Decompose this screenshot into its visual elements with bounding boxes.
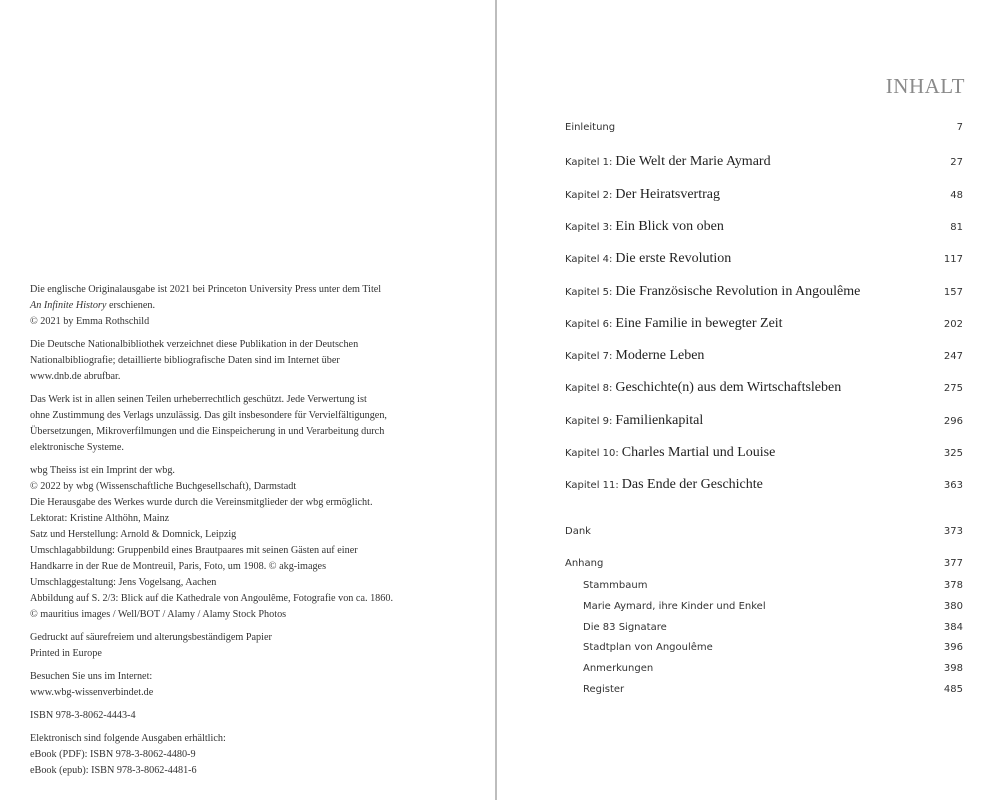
chapter-title: Ein Blick von oben [615,219,724,234]
page-number: 377 [943,558,963,569]
imprint-line [30,298,440,314]
page-number: 380 [943,601,963,612]
imprint-paragraph [30,282,440,330]
imprint-line: eBook (epub): ISBN 978-3-8062-4481-6 [30,765,197,776]
toc-heading: INHALT [885,74,965,98]
imprint-line: Die Herausgabe des Werkes wurde durch die Vereinsmitglieder der wbg ermöglicht. [30,497,373,508]
original-title-suffix: erschienen. [106,300,156,311]
imprint-paragraph [30,392,440,456]
chapter-number: Kapitel 5: [565,287,613,298]
toc-chapter-entry [565,251,963,269]
entry-label: Anhang [565,558,604,569]
imprint-line: Besuchen Sie uns im Internet: [30,671,153,682]
entry-label: Die 83 Signatare [583,622,667,633]
page-number: 27 [950,157,963,168]
entry-label: Anmerkungen [583,663,654,674]
chapter-title: Die Französische Revolution in Angoulême [615,284,861,299]
entry-label: Register [583,684,625,695]
imprint-line: Das Werk ist in allen seinen Teilen urheberrechtlich geschützt. Jede Verwertung ist [30,394,367,405]
imprint-paragraph [30,708,440,724]
toc-chapter-entry [565,380,963,398]
chapter-title: Geschichte(n) aus dem Wirtschaftsleben [615,380,842,395]
toc-chapter-entry [565,284,963,302]
chapter-title: Eine Familie in bewegter Zeit [615,316,783,331]
imprint-line: Elektronisch sind folgende Ausgaben erhältlich: [30,733,226,744]
toc-chapter-entry [565,348,963,366]
imprint-line: Abbildung auf S. 2/3: Blick auf die Kathedrale von Angoulême, Fotografie von ca. 1860. [30,593,393,604]
imprint-block [30,282,440,786]
page-number: 373 [943,526,963,537]
entry-label: Stammbaum [583,580,648,591]
original-title: An Infinite History [30,300,107,311]
chapter-title: Moderne Leben [615,348,705,363]
imprint-line: © 2021 by Emma Rothschild [30,316,150,327]
imprint-paragraph [30,731,440,779]
chapter-number: Kapitel 8: [565,383,613,394]
imprint-paragraph [30,630,440,662]
chapter-number: Kapitel 1: [565,157,613,168]
imprint-line: Handkarre in der Rue de Montreuil, Paris, Foto, um 1908. © akg-images [30,561,327,572]
toc-chapter-entry [565,187,963,205]
imprint-line: Die Deutsche Nationalbibliothek verzeichnet diese Publikation in der Deutschen [30,339,359,350]
chapter-title: Die erste Revolution [615,251,732,266]
page-number: 325 [943,448,963,459]
toc-subentry [583,642,963,660]
toc-chapter-entry [565,445,963,463]
imprint-paragraph [30,463,440,623]
toc-subentry [583,684,963,702]
imprint-line: Nationalbibliografie; detaillierte bibliografische Daten sind im Internet über [30,355,340,366]
toc-chapter-entry [565,154,963,172]
page-number: 48 [950,190,963,201]
page-number: 117 [943,254,963,265]
imprint-paragraph [30,337,440,385]
page-number: 247 [943,351,963,362]
toc-subentry [583,622,963,640]
imprint-paragraph [30,669,440,701]
toc-chapter-entry [565,316,963,334]
toc-chapter-entry [565,219,963,237]
page-number: 275 [943,383,963,394]
imprint-line: Die englische Originalausgabe ist 2021 bei Princeton University Press unter dem Titel [30,284,382,295]
imprint-line: Printed in Europe [30,648,102,659]
chapter-number: Kapitel 4: [565,254,613,265]
entry-label: Stadtplan von Angoulême [583,642,713,653]
entry-label: Einleitung [565,122,616,133]
imprint-line: © mauritius images / Well/BOT / Alamy / Alamy Stock Photos [30,609,287,620]
toc-entry [565,122,963,140]
imprint-line: © 2022 by wbg (Wissenschaftliche Buchgesellschaft), Darmstadt [30,481,297,492]
imprint-line: ohne Zustimmung des Verlags unzulässig. Das gilt insbesondere für Vervielfältigungen, [30,410,387,421]
page-number: 157 [943,287,963,298]
chapter-title: Die Welt der Marie Aymard [615,154,771,169]
chapter-number: Kapitel 9: [565,416,613,427]
chapter-number: Kapitel 3: [565,222,613,233]
page-number: 485 [943,684,963,695]
chapter-number: Kapitel 11: [565,480,619,491]
imprint-line: www.dnb.de abrufbar. [30,371,121,382]
chapter-number: Kapitel 7: [565,351,613,362]
imprint-line: eBook (PDF): ISBN 978-3-8062-4480-9 [30,749,196,760]
imprint-line: Übersetzungen, Mikroverfilmungen und die Einspeicherung in und Verarbeitung durch [30,426,385,437]
entry-label: Dank [565,526,591,537]
imprint-line: Lektorat: Kristine Althöhn, Mainz [30,513,170,524]
page-number: 396 [943,642,963,653]
imprint-line: Satz und Herstellung: Arnold & Domnick, Leipzig [30,529,237,540]
chapter-title: Der Heiratsvertrag [615,187,720,202]
page-number: 7 [956,122,963,133]
page-number: 363 [943,480,963,491]
page-number: 296 [943,416,963,427]
imprint-line: www.wbg-wissenverbindet.de [30,687,154,698]
imprint-line: wbg Theiss ist ein Imprint der wbg. [30,465,175,476]
page-number: 398 [943,663,963,674]
left-page [0,0,495,800]
chapter-number: Kapitel 2: [565,190,613,201]
imprint-line: elektronische Systeme. [30,442,124,453]
chapter-title: Familienkapital [615,413,704,428]
imprint-line: Gedruckt auf säurefreiem und alterungsbeständigem Papier [30,632,272,643]
toc-entry [565,526,963,544]
chapter-title: Charles Martial und Louise [621,445,776,460]
imprint-line: Umschlaggestaltung: Jens Vogelsang, Aachen [30,577,217,588]
page-number: 384 [943,622,963,633]
entry-label: Marie Aymard, ihre Kinder und Enkel [583,601,766,612]
toc-subentry [583,601,963,619]
toc-entry [565,558,963,576]
imprint-line: ISBN 978-3-8062-4443-4 [30,710,136,721]
toc-subentry [583,580,963,598]
chapter-title: Das Ende der Geschichte [621,477,763,492]
chapter-number: Kapitel 10: [565,448,619,459]
chapter-number: Kapitel 6: [565,319,613,330]
page-number: 202 [943,319,963,330]
page-number: 378 [943,580,963,591]
page-number: 81 [950,222,963,233]
toc-chapter-entry [565,477,963,495]
imprint-line: Umschlagabbildung: Gruppenbild eines Brautpaares mit seinen Gästen auf einer [30,545,358,556]
toc-subentry [583,663,963,681]
toc-chapter-entry [565,413,963,431]
